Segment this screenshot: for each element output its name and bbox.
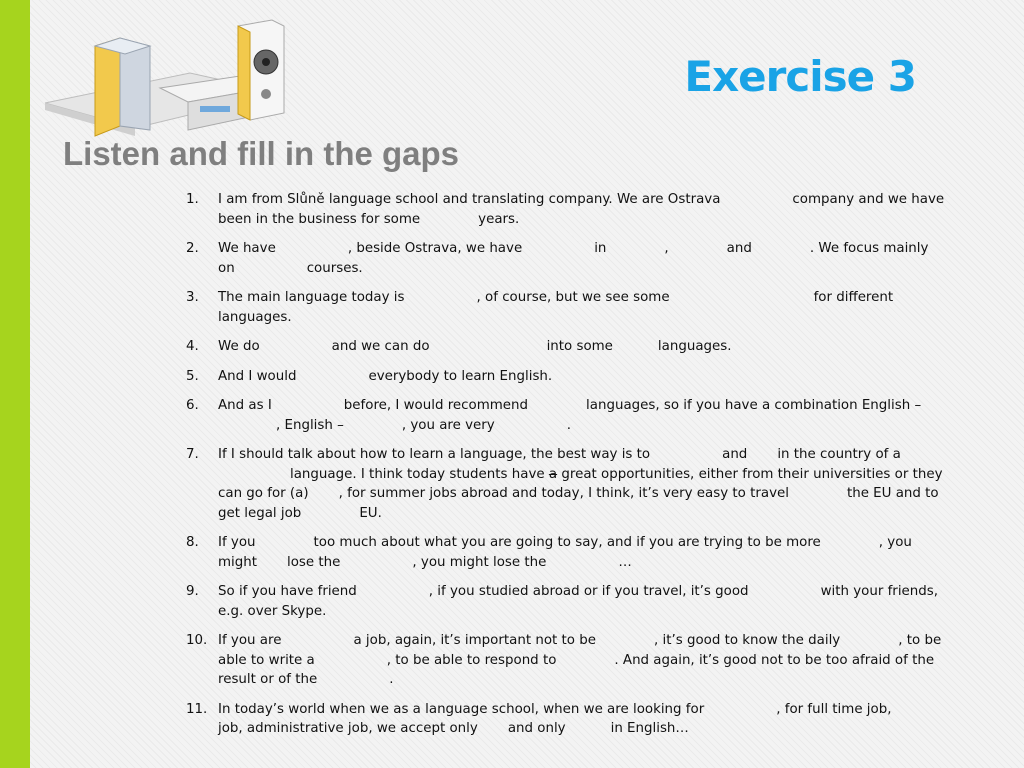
list-item [186,631,946,690]
list-item [186,445,946,523]
item-text: The main language today is , of course, but we see some for different languages. [218,290,894,325]
list-item [186,582,946,621]
list-item [186,190,946,229]
item-number: 5. [186,368,199,384]
item-text: If you are a job, again, it’s important not to be , it’s good to know the daily , to be able to write a , to be able to respond to . And again, it’s good not to be too afraid of the result or of the . [218,633,942,687]
list-item [186,367,946,387]
item-number: 10. [186,633,208,648]
page-title: Exercise 3 [684,52,916,101]
item-number: 11. [186,701,208,717]
item-text: We have , beside Ostrava, we have in , and . We focus mainly on courses. [218,241,929,276]
item-number: 1. [186,192,199,207]
list-item [186,288,946,327]
item-number: 7. [186,447,199,462]
item-text: So if you have friend , if you studied abroad or if you travel, it’s good with your friends, e.g. over Skype. [218,584,938,619]
item-text: And as I before, I would recommend languages, so if you have a combination English –, English – , you are very . [218,398,922,433]
accent-bar [0,0,30,768]
item-text: And I would everybody to learn English. [218,368,553,384]
item-text: If I should talk about how to learn a language, the best way is to and in the country of alanguage. I think today students have a great opportunities, either from their universities or they can go for (a) , for summer jobs abroad and today, I think, it’s very easy to travel the EU and to get legal job EU. [218,447,943,521]
item-number: 2. [186,241,199,256]
item-number: 4. [186,339,199,354]
list-item [186,700,946,739]
subtitle: Listen and fill in the gaps [63,135,460,172]
list-item [186,396,946,435]
item-text: If you too much about what you are going to say, and if you are trying to be more , you might lose the , you might lose the … [218,535,912,570]
item-number: 9. [186,584,199,599]
list-item [186,239,946,278]
computer-clipart-icon [40,18,300,148]
item-number: 8. [186,535,199,550]
item-number: 6. [186,398,199,413]
list-item [186,533,946,572]
item-text: We do and we can do into some languages. [218,339,732,354]
exercise-list [186,190,946,749]
struck-word: a [548,466,558,482]
list-item [186,337,946,357]
item-text: In today’s world when we as a language school, when we are looking for , for full time job,job, administrative job, we accept only and only in English… [218,701,892,736]
item-number: 3. [186,290,199,305]
item-text: I am from Slůně language school and translating company. We are Ostrava company and we have been in the business for some years. [218,192,945,227]
